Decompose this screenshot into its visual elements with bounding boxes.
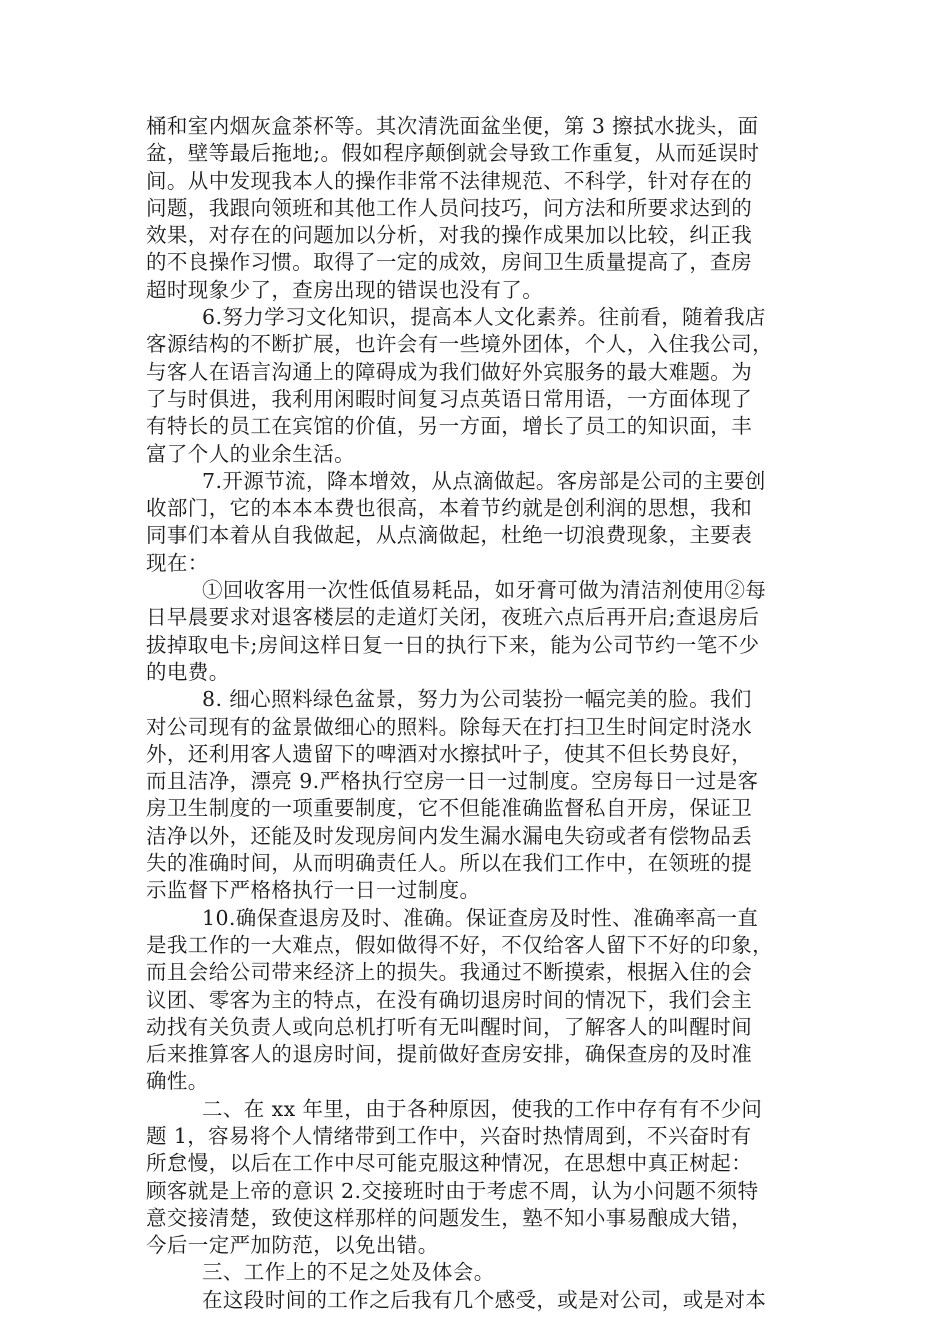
text-line: 10.确保查退房及时、准确。保证查房及时性、准确率高一直 [202, 905, 759, 930]
text-line: 问题，我跟向领班和其他工作人员问技巧，问方法和所要求达到的 [146, 195, 753, 220]
text-line: 失的准确时间，从而明确责任人。所以在我们工作中，在领班的提 [146, 851, 753, 876]
text-line: 确性。 [146, 1069, 209, 1094]
text-line: 7.开源节流，降本增效，从点滴做起。客房部是公司的主要创 [202, 468, 766, 493]
text-line: 动找有关负责人或向总机打听有无叫醒时间，了解客人的叫醒时间 [146, 1014, 753, 1039]
text-line: 今后一定严加防范，以免出错。 [146, 1233, 439, 1258]
text-line: 示监督下严格格执行一日一过制度。 [146, 878, 481, 903]
text-line: 与客人在语言沟通上的障碍成为我们做好外宾服务的最大难题。为 [146, 359, 753, 384]
text-line: 6.努力学习文化知识，提高本人文化素养。往前看，随着我店 [202, 305, 766, 330]
text-line: 而且洁净，漂亮 9.严格执行空房一日一过制度。空房每日一过是客 [146, 769, 759, 794]
text-line: 收部门，它的本本本费也很高，本着节约就是创利润的思想，我和 [146, 496, 753, 521]
text-line: 是我工作的一大难点，假如做得不好，不仅给客人留下不好的印象， [146, 932, 773, 957]
text-line: 后来推算客人的退房时间，提前做好查房安排，确保查房的及时准 [146, 1042, 753, 1067]
text-line: 客源结构的不断扩展，也许会有一些境外团体，个人，入住我公司， [146, 332, 773, 357]
text-line: 桶和室内烟灰盒茶杯等。其次清洗面盆坐便，第 3 擦拭水拢头，面 [146, 114, 759, 138]
text-line: 日早晨要求对退客楼层的走道灯关闭，夜班六点后再开启;查退房后 [146, 605, 760, 630]
text-line: 现在： [146, 550, 209, 575]
text-line: ①回收客用一次性低值易耗品，如牙膏可做为清洁剂使用②每 [202, 578, 767, 603]
text-line: 富了个人的业余生活。 [146, 441, 355, 466]
text-line: 间。从中发现我本人的操作非常不法律规范、不科学，针对存在的 [146, 168, 753, 193]
text-line: 超时现象少了，查房出现的错误也没有了。 [146, 277, 544, 302]
text-line: 盆，壁等最后拖地;。假如程序颠倒就会导致工作重复，从而延误时 [146, 141, 760, 166]
text-line: 了与时俱进，我利用闲暇时间复习点英语日常用语，一方面体现了 [146, 386, 753, 411]
text-line: 而且会给公司带来经济上的损失。我通过不断摸索，根据入住的会 [146, 960, 753, 985]
text-line: 的电费。 [146, 659, 230, 684]
text-line: 有特长的员工在宾馆的价值，另一方面，增长了员工的知识面，丰 [146, 414, 753, 439]
text-line: 议团、零客为主的特点，在没有确切退房时间的情况下，我们会主 [146, 987, 753, 1012]
text-line: 8. 细心照料绿色盆景，努力为公司装扮一幅完美的脸。我们 [202, 687, 752, 712]
text-line: 在这段时间的工作之后我有几个感受，或是对公司，或是对本 [202, 1287, 767, 1312]
text-line: 三、工作上的不足之处及体会。 [202, 1260, 495, 1285]
text-line: 题 1，容易将个人情绪带到工作中，兴奋时热情周到，不兴奋时有 [146, 1123, 752, 1148]
text-line: 顾客就是上帝的意识 2.交接班时由于考虑不周，认为小问题不须特 [146, 1178, 759, 1203]
text-line: 拔掉取电卡;房间这样日复一日的执行下来，能为公司节约一笔不少 [146, 632, 760, 657]
text-line: 效果，对存在的问题加以分析，对我的操作成果加以比较，纠正我 [146, 223, 753, 248]
document-body [146, 113, 812, 1314]
text-line: 同事们本着从自我做起，从点滴做起，杜绝一切浪费现象，主要表 [146, 523, 753, 548]
text-line: 二、在 xx 年里，由于各种原因，使我的工作中存有有不少问 [202, 1096, 763, 1121]
text-line: 意交接清楚，致使这样那样的问题发生，塾不知小事易酿成大错， [146, 1205, 753, 1230]
text-line: 外，还利用客人遗留下的啤酒对水擦拭叶子，使其不但长势良好， [146, 741, 753, 766]
text-line: 对公司现有的盆景做细心的照料。除每天在打扫卫生时间定时浇水 [146, 714, 753, 739]
text-line: 的不良操作习惯。取得了一定的成效，房间卫生质量提高了，查房 [146, 250, 753, 275]
text-line: 洁净以外，还能及时发现房间内发生漏水漏电失窃或者有偿物品丢 [146, 823, 753, 848]
text-line: 所怠慢，以后在工作中尽可能克服这种情况，在思想中真正树起： [146, 1151, 753, 1176]
text-line: 房卫生制度的一项重要制度，它不但能准确监督私自开房，保证卫 [146, 796, 753, 821]
